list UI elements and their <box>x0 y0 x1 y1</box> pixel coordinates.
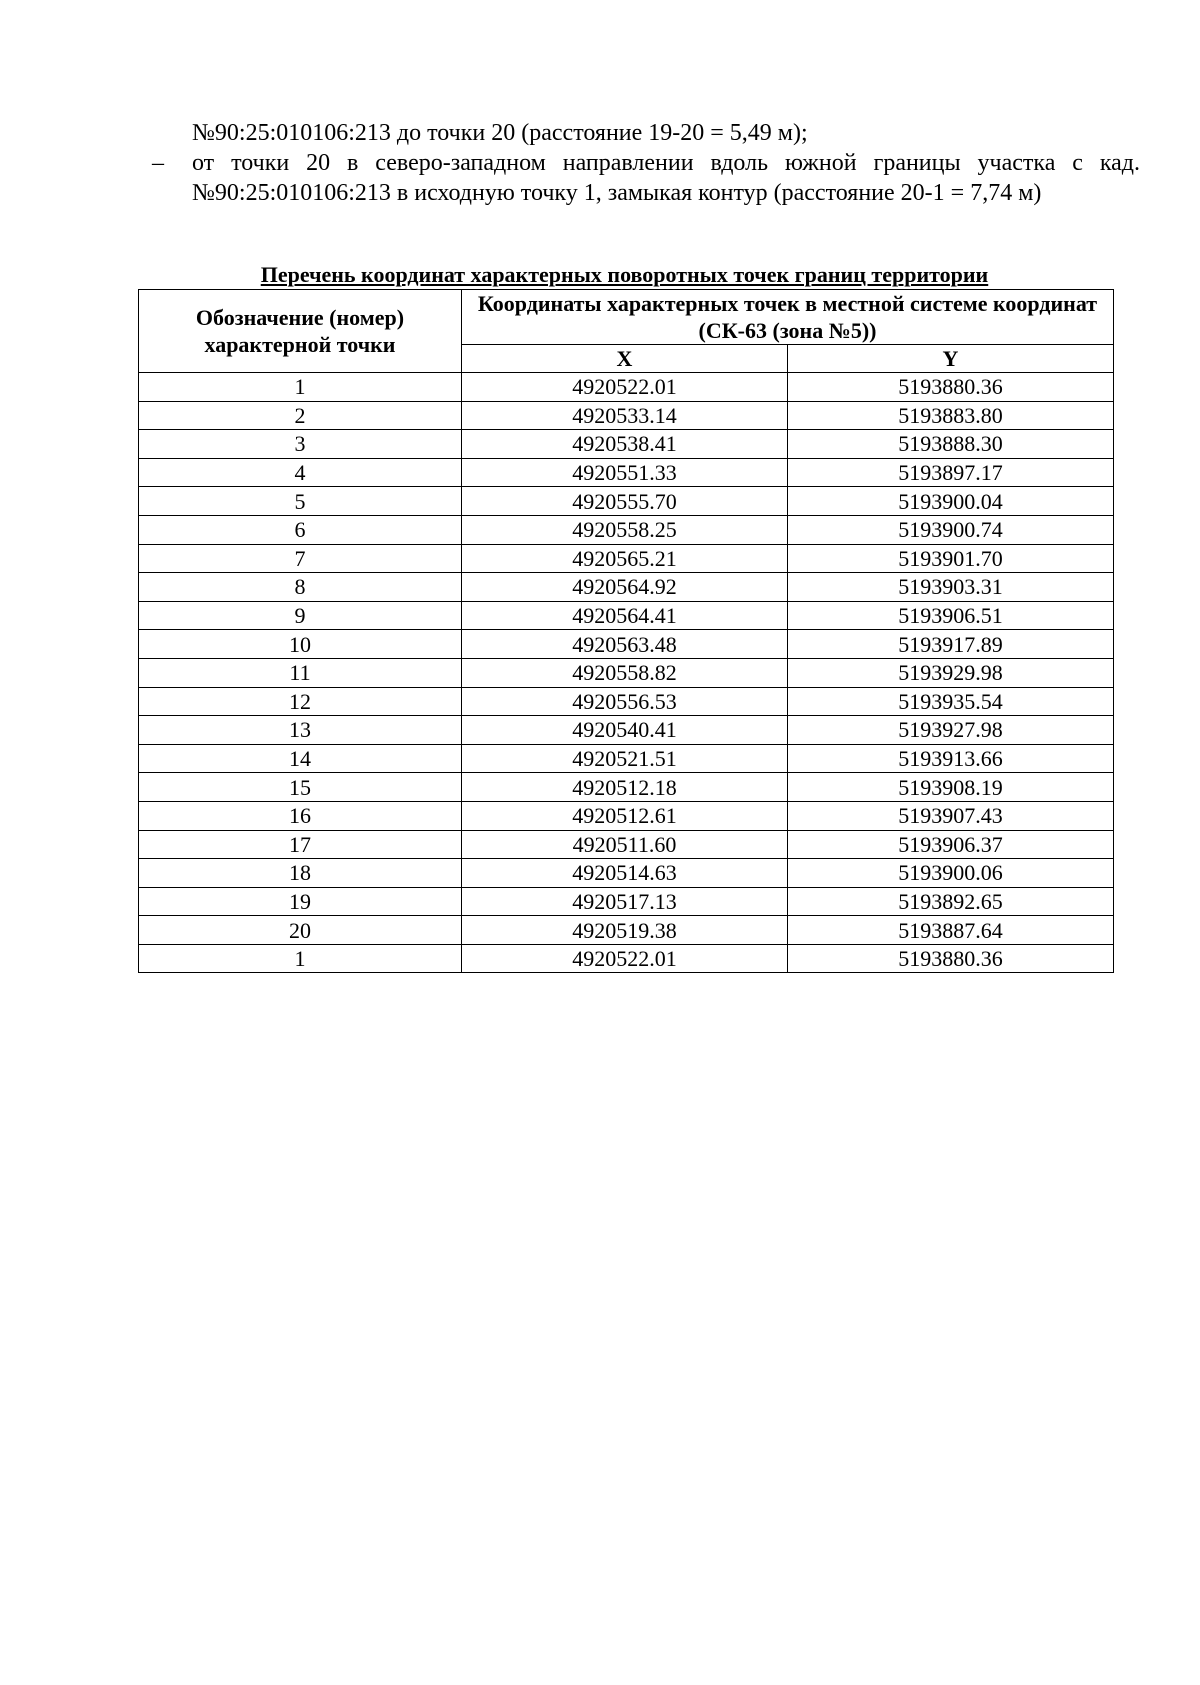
y-coordinate-cell: 5193906.37 <box>787 830 1113 859</box>
x-coordinate-cell: 4920558.82 <box>461 658 787 687</box>
x-coordinate-cell: 4920564.41 <box>461 601 787 630</box>
point-number-cell: 2 <box>139 401 462 430</box>
point-number-cell: 11 <box>139 658 462 687</box>
y-coordinate-cell: 5193903.31 <box>787 573 1113 602</box>
table-row <box>139 544 1114 573</box>
table-row <box>139 773 1114 802</box>
point-number-cell: 19 <box>139 887 462 916</box>
table-row <box>139 916 1114 945</box>
x-coordinate-cell: 4920564.92 <box>461 573 787 602</box>
table-row <box>139 859 1114 888</box>
list-dash: – <box>152 150 164 176</box>
point-number-cell: 8 <box>139 573 462 602</box>
x-coordinate-cell: 4920522.01 <box>461 944 787 973</box>
point-number-cell: 1 <box>139 944 462 973</box>
y-coordinate-cell: 5193900.06 <box>787 859 1113 888</box>
header-coordinates: Координаты характерных точек в местной системе координат (СК-63 (зона №5)) <box>461 290 1113 345</box>
x-coordinate-cell: 4920551.33 <box>461 458 787 487</box>
y-coordinate-cell: 5193906.51 <box>787 601 1113 630</box>
point-number-cell: 6 <box>139 515 462 544</box>
point-number-cell: 9 <box>139 601 462 630</box>
point-number-cell: 7 <box>139 544 462 573</box>
table-row <box>139 573 1114 602</box>
y-coordinate-cell: 5193887.64 <box>787 916 1113 945</box>
point-number-cell: 13 <box>139 716 462 745</box>
y-coordinate-cell: 5193888.30 <box>787 430 1113 459</box>
table-row <box>139 801 1114 830</box>
y-coordinate-cell: 5193908.19 <box>787 773 1113 802</box>
table-title: Перечень координат характерных поворотных точек границ территории <box>260 262 989 287</box>
x-coordinate-cell: 4920533.14 <box>461 401 787 430</box>
point-number-cell: 15 <box>139 773 462 802</box>
x-coordinate-cell: 4920538.41 <box>461 430 787 459</box>
table-row <box>139 887 1114 916</box>
table-row <box>139 687 1114 716</box>
header-y: Y <box>787 345 1113 373</box>
table-row <box>139 430 1114 459</box>
header-point-designation: Обозначение (номер) характерной точки <box>139 290 462 373</box>
point-number-cell: 1 <box>139 373 462 402</box>
table-row <box>139 401 1114 430</box>
point-number-cell: 18 <box>139 859 462 888</box>
y-coordinate-cell: 5193897.17 <box>787 458 1113 487</box>
point-number-cell: 16 <box>139 801 462 830</box>
x-coordinate-cell: 4920522.01 <box>461 373 787 402</box>
table-row <box>139 487 1114 516</box>
y-coordinate-cell: 5193913.66 <box>787 744 1113 773</box>
table-row <box>139 830 1114 859</box>
x-coordinate-cell: 4920558.25 <box>461 515 787 544</box>
y-coordinate-cell: 5193917.89 <box>787 630 1113 659</box>
point-number-cell: 12 <box>139 687 462 716</box>
y-coordinate-cell: 5193907.43 <box>787 801 1113 830</box>
x-coordinate-cell: 4920512.61 <box>461 801 787 830</box>
table-row <box>139 515 1114 544</box>
x-coordinate-cell: 4920555.70 <box>461 487 787 516</box>
x-coordinate-cell: 4920519.38 <box>461 916 787 945</box>
paragraph-line-2: от точки 20 в северо-западном направлении вдоль южной границы участка с кад. <box>192 150 1140 176</box>
y-coordinate-cell: 5193892.65 <box>787 887 1113 916</box>
point-number-cell: 3 <box>139 430 462 459</box>
coordinates-table <box>138 289 1114 973</box>
table-row <box>139 716 1114 745</box>
point-number-cell: 10 <box>139 630 462 659</box>
y-coordinate-cell: 5193880.36 <box>787 373 1113 402</box>
y-coordinate-cell: 5193929.98 <box>787 658 1113 687</box>
x-coordinate-cell: 4920565.21 <box>461 544 787 573</box>
y-coordinate-cell: 5193900.74 <box>787 515 1113 544</box>
point-number-cell: 20 <box>139 916 462 945</box>
table-row <box>139 601 1114 630</box>
x-coordinate-cell: 4920556.53 <box>461 687 787 716</box>
x-coordinate-cell: 4920521.51 <box>461 744 787 773</box>
x-coordinate-cell: 4920540.41 <box>461 716 787 745</box>
table-row <box>139 744 1114 773</box>
x-coordinate-cell: 4920514.63 <box>461 859 787 888</box>
y-coordinate-cell: 5193935.54 <box>787 687 1113 716</box>
point-number-cell: 4 <box>139 458 462 487</box>
y-coordinate-cell: 5193880.36 <box>787 944 1113 973</box>
paragraph-line-3: №90:25:010106:213 в исходную точку 1, замыкая контур (расстояние 20-1 = 7,74 м) <box>192 180 1042 206</box>
table-row <box>139 630 1114 659</box>
table-row <box>139 658 1114 687</box>
point-number-cell: 5 <box>139 487 462 516</box>
x-coordinate-cell: 4920563.48 <box>461 630 787 659</box>
point-number-cell: 17 <box>139 830 462 859</box>
y-coordinate-cell: 5193901.70 <box>787 544 1113 573</box>
paragraph-line-1: №90:25:010106:213 до точки 20 (расстояние 19-20 = 5,49 м); <box>192 120 808 146</box>
table-body <box>139 373 1114 973</box>
table-row <box>139 458 1114 487</box>
table-row <box>139 944 1114 973</box>
table-row <box>139 373 1114 402</box>
x-coordinate-cell: 4920511.60 <box>461 830 787 859</box>
x-coordinate-cell: 4920517.13 <box>461 887 787 916</box>
x-coordinate-cell: 4920512.18 <box>461 773 787 802</box>
y-coordinate-cell: 5193900.04 <box>787 487 1113 516</box>
y-coordinate-cell: 5193883.80 <box>787 401 1113 430</box>
y-coordinate-cell: 5193927.98 <box>787 716 1113 745</box>
point-number-cell: 14 <box>139 744 462 773</box>
header-x: X <box>461 345 787 373</box>
